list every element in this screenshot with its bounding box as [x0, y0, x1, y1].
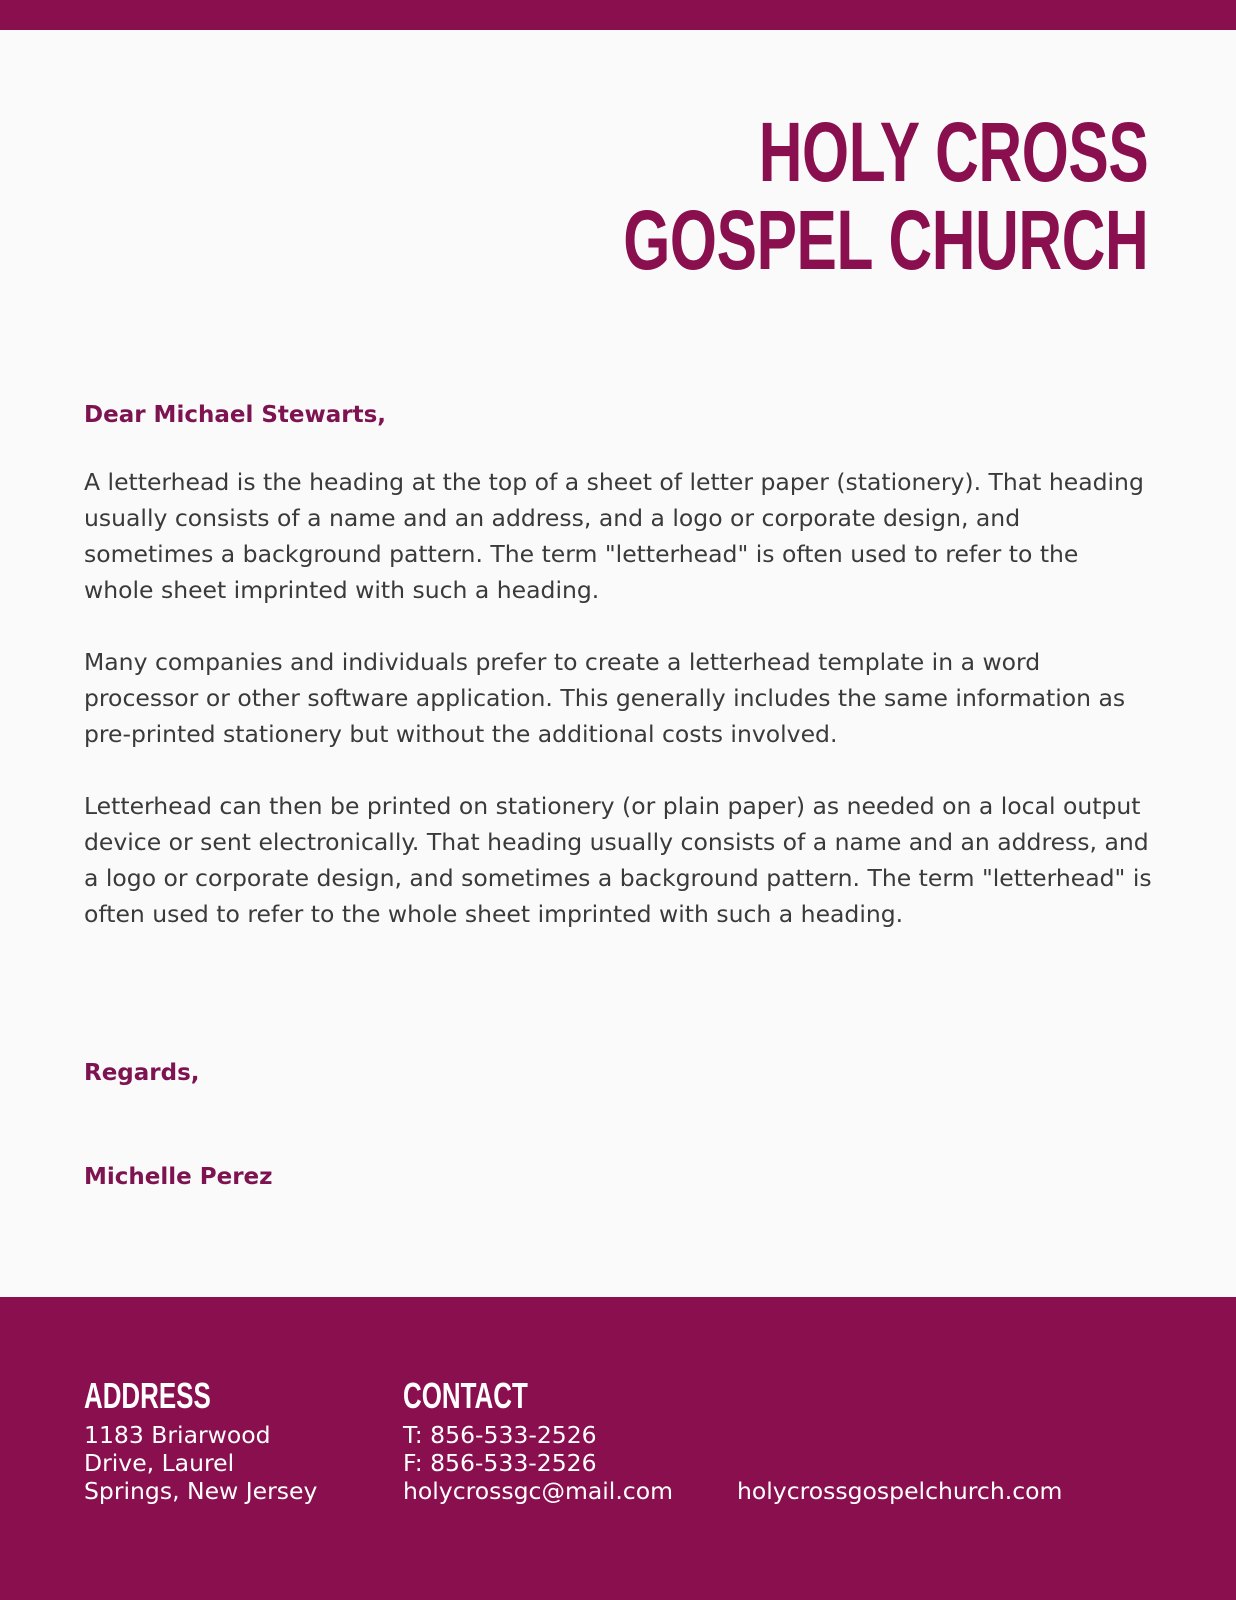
church-name-line-2: GOSPEL CHURCH — [622, 193, 1148, 287]
email-address: holycrossgc@mail.com — [403, 1477, 673, 1505]
address-line-1: 1183 Briarwood — [84, 1421, 271, 1449]
address-block — [84, 1377, 317, 1505]
church-name — [622, 105, 1148, 287]
address-heading: ADDRESS — [84, 1375, 211, 1416]
address-line-3: Springs, New Jersey — [84, 1477, 318, 1505]
fax-number: F: 856-533-2526 — [403, 1449, 597, 1477]
signature-name: Michelle Perez — [84, 1164, 273, 1190]
address-line-2: Drive, Laurel — [84, 1449, 235, 1477]
contact-heading: CONTACT — [403, 1375, 528, 1416]
closing: Regards, — [84, 1060, 200, 1086]
paragraph-2: Many companies and individuals prefer to create a letterhead template in a word processor or other software application. This generally includes the same information as pre-printed stationery but without the additional costs involved. — [84, 648, 1126, 748]
church-name-line-1: HOLY CROSS — [758, 105, 1148, 199]
letter-body — [84, 400, 1152, 968]
footer — [0, 1297, 1236, 1600]
top-accent-bar — [0, 0, 1236, 30]
phone-number: T: 856-533-2526 — [403, 1421, 597, 1449]
contact-block — [403, 1377, 673, 1505]
salutation: Dear Michael Stewarts, — [84, 402, 387, 428]
paragraph-1: A letterhead is the heading at the top of a sheet of letter paper (stationery). That heading usually consists of a name and an address, and a logo or corporate design, and sometimes a background pattern. The term "letterhead" is often used to refer to the whole sheet imprinted with such a heading. — [84, 468, 1144, 604]
website-url: holycrossgospelchurch.com — [737, 1477, 1063, 1505]
paragraph-3: Letterhead can then be printed on stationery (or plain paper) as needed on a local output device or sent electronically. That heading usually consists of a name and an address, and a logo or corporate design, and sometimes a background pattern. The term "letterhead" is often used to refer to the whole sheet imprinted with such a heading. — [84, 792, 1152, 928]
